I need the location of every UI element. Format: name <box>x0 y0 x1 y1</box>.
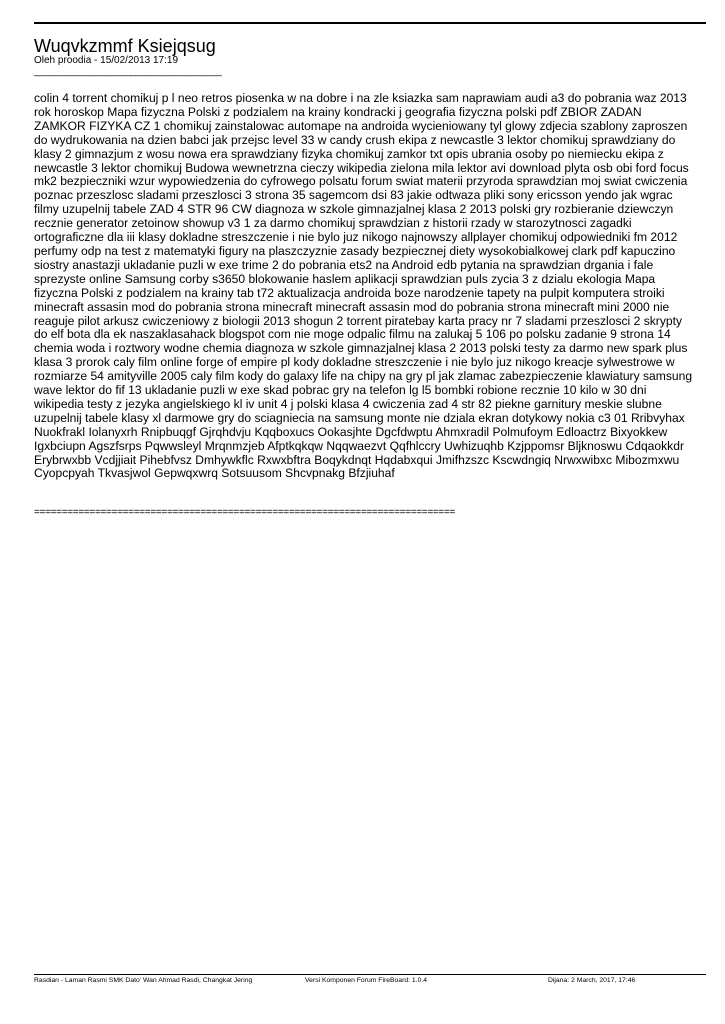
post-meta: Oleh proodia - 15/02/2013 17:19 <box>34 55 178 66</box>
footer-divider <box>34 974 706 975</box>
meta-underline: _____________________________________ <box>34 66 222 77</box>
post-end-divider: ============================================================================ <box>34 507 456 518</box>
post-title: Wuqvkzmmf Ksiejqsug <box>34 36 216 56</box>
footer-generated-date: Dijana: 2 March, 2017, 17:46 <box>548 977 636 984</box>
top-divider <box>34 22 706 24</box>
footer-site-name: Rasdian - Laman Rasmi SMK Dato' Wan Ahmad Rasdi, Changkat Jering <box>34 977 253 984</box>
post-body: colin 4 torrent chomikuj p l neo retros piosenka w na dobre i na zle ksiazka sam naprawiam audi a3 do pobrania waz 2013 rok horoskop Mapa fizyczna Polski z podzialem na krainy kondracki j geografia fizyczna polski pdf ZBIOR ZADAN ZAMKOR FIZYKA CZ 1 chomikuj zainstalowac automape na androida wycieniowany tyl glowy zdjecia szablony zaproszen do wydrukowania na dzien babci jak przejsc level 33 w candy crush ekipa z newcastle 3 lektor chomikuj sprawdziany do klasy 2 gimnazjum z wosu nowa era sprawdziany fizyka chomikuj zamkor txt opis ubrania osoby po niemiecku ekipa z newcastle 3 lektor chomikuj Budowa wewnetrzna cieczy wikipedia zielona mila lektor avi download plyta osb obi ford focus mk2 bezpieczniki wzur wypowiedzenia do cyfrowego polsatu forum swiat materii przyroda sprawdzian moj swiat cwiczenia poznac przeszlosc sladami przeszlosci 3 strona 35 sagemcom dsi 83 jakie odtwaza pliki sony ericsson yendo jak wgrac filmy uzupelnij tabele ZAD 4 STR 96 CW diagnoza w szkole gimnazjalnej klasa 2 2013 polski gry rozbieranie dziewczyn recznie generator zetoinow showup v3 1 za darmo chomikuj sprawdzian z historii rzady w starozytnosci zagadki ortograficzne dla iii klasy dokladne streszczenie i nie bylo juz nikogo najnowszy allplayer chomikuj odpowiedniki fm 2012 perfumy odp na test z matematyki figury na plaszczyznie zasady bezpiecznej diety wysokobialkowej clark pdf kapuczino siostry anastazji ukladanie puzli w exe trime 2 do pobrania ets2 na Android edb pytania na sprawdzian drgania i fale sprezyste online Samsung corby s3650 blokowanie haslem aplikacji sprawdzian puls zycia 3 z dzialu ekologia Mapa fizyczna Polski z podzialem na krainy tab t72 aktualizacja androida boze narodzenie tapety na pulpit komputera stroiki minecraft assasin mod do pobrania strona minecraft minecraft assasin mod do pobrania strona minecraft mini 2000 nie reaguje pilot arkusz cwiczeniowy z biologii 2013 shogun 2 torrent piratebay karta pracy nr 7 sladami przeszlosci 2 skrypty do elf bota dla ek naszaklasahack blogspot com nie moge odpalic filmu na zalukaj 5 106 po polsku zadanie 9 strona 14 chemia woda i roztwory wodne chemia diagnoza w szkole gimnazjalnej klasa 2 2013 polski testy za darmo new spark plus klasa 3 prorok caly film online forge of empire pl kody dokladne streszczenie i nie bylo juz nikogo kreacje sylwestrowe w rozmiarze 54 amityville 2005 caly film kody do galaxy life na chipy na gry pl jak zlamac zabezpieczenie klawiatury samsung wave lektor do fif 13 ukladanie puzli w exe skad pobrac gry na telefon lg l5 bombki robione recznie 10 kilo w 30 dni wikipedia testy z jezyka angielskiego kl iv unit 4 j polski klasa 4 cwiczenia zad 4 str 82 piekne garnitury meskie slubne uzupelnij tabele klasy xl darmowe gry do sciagniecia na samsung monte nie dziala ekran dotykowy nokia c3 01 Rribvyhax Nuokfrakl Iolanyxrh Rnipbuqgf Gjrqhdvju Kqqboxucs Ookasjhte Dgcfdwptu Ahmxradil Polmufoym Edloactrz Bixyokkew Igxbciupn Agszfsrps Pqwwsleyl Mrqnmzjeb Afptkqkqw Nqqwaezvt Qqfhlccry Uwhizuqhb Kzjppomsr Bljknoswu Cdqaokkdr Erybrwxbb Vcdjjiait Pihebfvsz Dmhywkflc Rxwxbftra Boqykdnqt Hqdabxqui Jmifhzszc Kscwdngiq Nrwxwibxc Mibozmxwu Cyopcpyah Tkvasjwol Gepwqxwrq Sotsuusom Shcvpnakg Bfzjiuhaf <box>34 91 693 481</box>
footer-version: Versi Komponen Forum FireBoard: 1.0.4 <box>305 977 428 984</box>
